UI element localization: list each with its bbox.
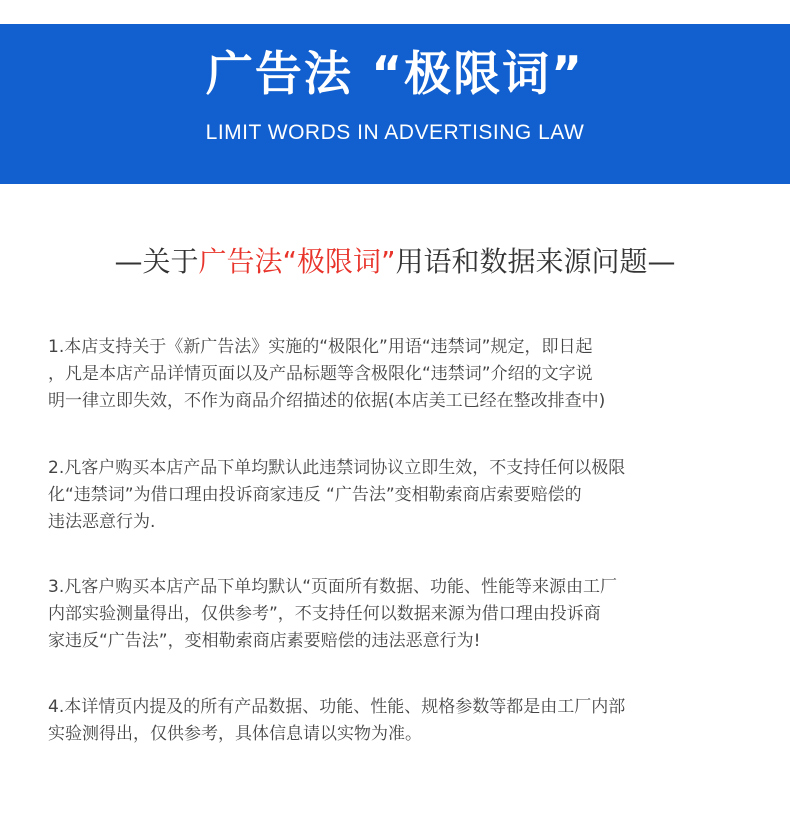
paragraph-line: 内部实验测量得出，仅供参考”，不支持任何以数据来源为借口理由投诉商 [48,604,601,624]
notice-paragraph-1 [48,334,748,415]
paragraph-line: 3.凡客户购买本店产品下单均默认“页面所有数据、功能、性能等来源由工厂 [48,577,618,597]
banner-title: 广告法 “极限词” [205,47,585,102]
section-heading [0,242,790,282]
header-banner [0,24,790,184]
heading-highlight: 广告法“极限词” [198,245,396,278]
paragraph-line: 4.本详情页内提及的所有产品数据、功能、性能、规格参数等都是由工厂内部 [48,697,626,717]
banner-subtitle: LIMIT WORDS IN ADVERTISING LAW [205,121,585,144]
paragraph-line: 2.凡客户购买本店产品下单均默认此违禁词协议立即生效，不支持任何以极限 [48,458,626,478]
paragraph-line: 实验测得出，仅供参考，具体信息请以实物为准。 [48,724,422,744]
heading-suffix: 用语和数据来源问题— [395,245,676,278]
paragraph-line: 明一律立即失效，不作为商品介绍描述的依据(本店美工已经在整改排查中) [48,391,606,411]
notice-paragraph-4 [48,694,748,748]
paragraph-line: 1.本店支持关于《新广告法》实施的“极限化”用语“违禁词”规定，即日起 [48,337,593,357]
heading-prefix: —关于 [114,245,199,278]
paragraph-line: 化“违禁词”为借口理由投诉商家违反 “广告法”变相勒索商店索要赔偿的 [48,485,582,505]
paragraph-line: ，凡是本店产品详情页面以及产品标题等含极限化“违禁词”介绍的文字说 [48,364,593,384]
notice-paragraph-2 [48,455,748,536]
paragraph-line: 违法恶意行为. [48,512,156,532]
notice-paragraph-3 [48,574,748,655]
paragraph-line: 家违反“广告法”，变相勒索商店素要赔偿的违法恶意行为! [48,631,481,651]
